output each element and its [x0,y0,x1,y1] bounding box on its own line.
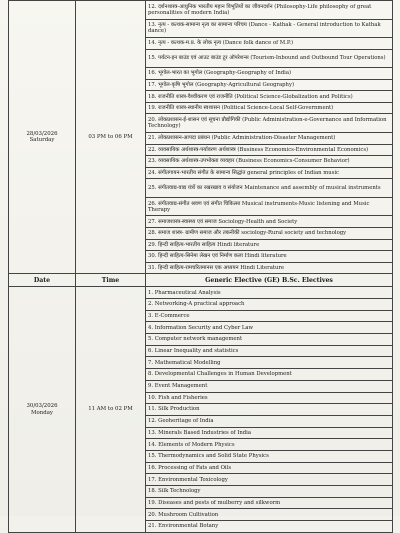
elective-item: 20. Mushroom Cultivation [146,509,393,521]
header-ge-title: Generic Elective (GE) B.Sc. Electives [146,274,393,287]
exam-day: Saturday [29,137,55,144]
subject-item: 29. हिन्दी साहित्य-भारतीय साहित्य Hindi literature [146,239,393,251]
elective-item: 7. Mathematical Modelling [146,357,393,369]
exam-date: 30/03/2026 [26,403,58,410]
exam-day: Monday [31,409,53,416]
subject-item: 25. संगीतवाद्य-वाद्य यंत्रों का रखरखाव व संयोजन Maintenance and assembly of musical instruments [146,179,393,198]
elective-item: 18. Silk Technology [146,486,393,498]
subject-item: 14. नृत्य - कत्थक-म.प्र. के लोक नृत्य (Dance folk dance of M.P.) [146,38,393,50]
elective-item: 3. E-Commerce [146,310,393,322]
elective-item: 8. Developmental Challenges in Human Development [146,369,393,381]
subject-item: 20. लोकप्रशासन-ई-शासन एवं सूचना प्रौद्योगिकी (Public Administration-e-Governance and Information Technology) [146,114,393,133]
header-time: Time [76,274,146,287]
exam-time: 03 PM to 06 PM [76,1,146,274]
elective-item: 4. Information Security and Cyber Law [146,322,393,334]
exam-date: 28/03/2026 [26,130,58,137]
elective-item: 19. Diseases and pests of mulberry and silkworm [146,497,393,509]
elective-item: 11. Silk Production [146,404,393,416]
subject-item: 17. भूगोल-कृषि भूगोल (Geography-Agricultural Geography) [146,79,393,91]
elective-item: 9. Event Management [146,380,393,392]
exam-date-cell [9,1,76,274]
elective-item: 12. Geoheritage of India [146,415,393,427]
exam-schedule-table [8,0,393,533]
header-body [9,274,393,287]
elective-item: 21. Environmental Botany [146,521,393,533]
block1-body [9,1,393,274]
elective-item: 5. Computer network management [146,334,393,346]
subject-item: 15. पर्यटन-इन बाउंड एवं आउट बाउंड टूर ऑपरेशन्स (Tourism-Inbound and Outbound Tour Operations) [146,49,393,68]
table-row [9,1,393,20]
subject-item: 28. समाज शास्त्र- ग्रामीण समाज और तकनीकी sociology-Rural society and technology [146,227,393,239]
elective-item: 6. Linear Inequality and statistics [146,345,393,357]
subject-item: 31. हिन्दी साहित्य-रामचरितमानस एक अध्ययन Hindi Literature [146,262,393,274]
elective-item: 15. Thermodynamics and Solid State Physics [146,450,393,462]
elective-item: 14. Elements of Modern Physics [146,439,393,451]
elective-item: 17. Environmental Toxicology [146,474,393,486]
block2-body [9,287,393,532]
elective-item: 2. Networking-A practical approach [146,299,393,311]
subject-item: 16. भूगोल-भारत का भूगोल (Geography-Geography of India) [146,68,393,80]
table-row [9,287,393,299]
subject-item: 26. संगीतवाद्य-संगीत श्रवण एवं संगीत चिकित्सा Musical instruments-Music listening and Music Therapy [146,197,393,216]
subject-item: 30. हिन्दी साहित्य-सिनेमा लेखन एवं निर्माण कला Hindi literature [146,251,393,263]
subject-item: 27. समाजशास्त्र-स्वास्थ्य एवं समाज Sociology-Health and Society [146,216,393,228]
exam-time: 11 AM to 02 PM [76,287,146,532]
subject-item: 23. व्यवसायिक अर्थशास्त्र-उपभोक्ता व्यवहार (Business Economics-Consumer Behavior) [146,156,393,168]
elective-item: 1. Pharmaceutical Analysis [146,287,393,299]
elective-item: 10. Fish and Fisheries [146,392,393,404]
subject-item: 12. दर्शनशास्त्र-आधुनिक भारतीय महान विभूतियों का जीवनदर्शन (Philosophy-Life philosophy of great personalities of modern India) [146,1,393,20]
header-date: Date [9,274,76,287]
subject-item: 22. व्यवसायिक अर्थशास्त्र-पर्यावरण अर्थशास्त्र (Business Economics-Environmental Economics) [146,144,393,156]
subject-item: 13. नृत्य - कत्थक-सामान्य नृत्य का सामान्य परिचय (Dance - Kathak - General introduction to Kathak dance) [146,19,393,38]
subject-item: 24. संगीतगायन-भारतीय संगीत के सामान्य सिद्धांत general principles of Indian music [146,167,393,179]
subject-item: 21. लोकप्रशासन-आपदा प्रबंधन (Public Administration-Disaster Management) [146,132,393,144]
exam-date-cell [9,287,76,532]
elective-item: 16. Processing of Fats and Oils [146,462,393,474]
elective-item: 13. Minerals Based Industries of India [146,427,393,439]
subject-item: 19. राजनीति शास्त्र-स्थानीय स्वशासन (Political Science-Local Self-Government) [146,102,393,114]
table-header-row [9,274,393,287]
subject-item: 18. राजनीति शास्त्र-वैश्वीकरण एवं राजनीति (Political Science-Globalization and Politics) [146,91,393,103]
